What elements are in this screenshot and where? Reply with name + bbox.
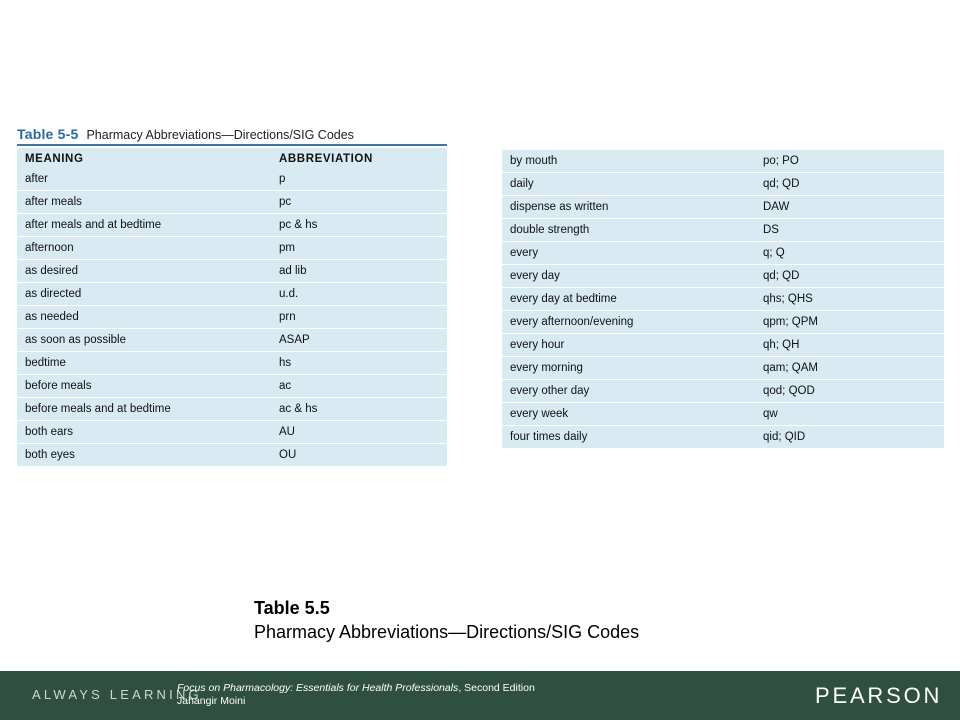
table-title: Pharmacy Abbreviations—Directions/SIG Codes: [86, 128, 354, 142]
table-header: [17, 126, 447, 142]
meaning-cell: double strength: [502, 219, 755, 242]
meaning-cell: after meals and at bedtime: [17, 214, 271, 237]
table-row: [502, 380, 944, 403]
caption-number: Table 5.5: [254, 598, 330, 618]
table-row: [17, 306, 447, 329]
meaning-cell: as soon as possible: [17, 329, 271, 352]
meaning-cell: after: [17, 168, 271, 191]
slide-caption: [254, 596, 639, 644]
caption-title: Pharmacy Abbreviations—Directions/SIG Codes: [254, 622, 640, 642]
table-row: [17, 375, 447, 398]
meaning-cell: every: [502, 242, 755, 265]
table-row: [502, 426, 944, 449]
table-row: [502, 311, 944, 334]
abbreviation-cell: pc: [271, 191, 447, 214]
table-row: [17, 191, 447, 214]
column-header-abbreviation: ABBREVIATION: [279, 153, 373, 165]
table-row: [502, 403, 944, 426]
abbreviation-cell: AU: [271, 421, 447, 444]
meaning-cell: as directed: [17, 283, 271, 306]
table-row: [17, 352, 447, 375]
meaning-cell: every day: [502, 265, 755, 288]
abbreviation-cell: u.d.: [271, 283, 447, 306]
table-header-row: [17, 148, 447, 168]
meaning-cell: both eyes: [17, 444, 271, 467]
table-row: [502, 150, 944, 173]
abbreviation-cell: pm: [271, 237, 447, 260]
abbreviation-cell: hs: [271, 352, 447, 375]
table-row: [502, 265, 944, 288]
table-row: [502, 219, 944, 242]
table-row: [502, 334, 944, 357]
footer-tagline: ALWAYS LEARNING: [32, 687, 202, 702]
abbreviation-cell: q; Q: [755, 242, 944, 265]
meaning-cell: as desired: [17, 260, 271, 283]
abbreviation-cell: ac & hs: [271, 398, 447, 421]
left-abbreviation-table: [17, 148, 447, 467]
abbreviation-cell: ASAP: [271, 329, 447, 352]
abbreviation-cell: qam; QAM: [755, 357, 944, 380]
meaning-cell: four times daily: [502, 426, 755, 449]
table-row: [17, 421, 447, 444]
meaning-cell: bedtime: [17, 352, 271, 375]
meaning-cell: every week: [502, 403, 755, 426]
meaning-cell: after meals: [17, 191, 271, 214]
meaning-cell: both ears: [17, 421, 271, 444]
meaning-cell: every hour: [502, 334, 755, 357]
abbreviation-cell: p: [271, 168, 447, 191]
meaning-cell: every afternoon/evening: [502, 311, 755, 334]
abbreviation-cell: pc & hs: [271, 214, 447, 237]
abbreviation-cell: po; PO: [755, 150, 944, 173]
table-row: [502, 288, 944, 311]
footer-book-info: [177, 682, 535, 708]
column-header-meaning: MEANING: [25, 153, 84, 165]
table-row: [17, 283, 447, 306]
table-row: [502, 196, 944, 219]
table-label: Table 5-5: [17, 126, 79, 142]
table-row: [17, 329, 447, 352]
meaning-cell: every other day: [502, 380, 755, 403]
abbreviation-cell: ac: [271, 375, 447, 398]
table-row: [502, 357, 944, 380]
meaning-cell: as needed: [17, 306, 271, 329]
table-row: [502, 173, 944, 196]
meaning-cell: afternoon: [17, 237, 271, 260]
abbreviation-cell: qod; QOD: [755, 380, 944, 403]
footer-book-title: Focus on Pharmacology: Essentials for Health Professionals: [177, 682, 459, 694]
abbreviation-cell: qd; QD: [755, 265, 944, 288]
abbreviation-cell: ad lib: [271, 260, 447, 283]
table-row: [502, 242, 944, 265]
table-row: [17, 260, 447, 283]
abbreviation-cell: qhs; QHS: [755, 288, 944, 311]
table-row: [17, 237, 447, 260]
footer-author: Jahangir Moini: [177, 695, 246, 707]
abbreviation-cell: qd; QD: [755, 173, 944, 196]
meaning-cell: by mouth: [502, 150, 755, 173]
meaning-cell: every day at bedtime: [502, 288, 755, 311]
footer-edition: , Second Edition: [458, 682, 535, 694]
table-row: [17, 444, 447, 467]
table-row: [17, 214, 447, 237]
right-abbreviation-table: [502, 150, 944, 449]
abbreviation-cell: qid; QID: [755, 426, 944, 449]
abbreviation-cell: qh; QH: [755, 334, 944, 357]
abbreviation-cell: qpm; QPM: [755, 311, 944, 334]
abbreviation-cell: DAW: [755, 196, 944, 219]
table-rule: [17, 144, 447, 146]
footer-bar: [0, 671, 960, 720]
meaning-cell: every morning: [502, 357, 755, 380]
pearson-logo: PEARSON: [815, 683, 943, 708]
meaning-cell: dispense as written: [502, 196, 755, 219]
table-row: [17, 168, 447, 191]
meaning-cell: before meals and at bedtime: [17, 398, 271, 421]
abbreviation-cell: OU: [271, 444, 447, 467]
abbreviation-cell: DS: [755, 219, 944, 242]
meaning-cell: before meals: [17, 375, 271, 398]
abbreviation-cell: prn: [271, 306, 447, 329]
abbreviation-cell: qw: [755, 403, 944, 426]
meaning-cell: daily: [502, 173, 755, 196]
table-row: [17, 398, 447, 421]
